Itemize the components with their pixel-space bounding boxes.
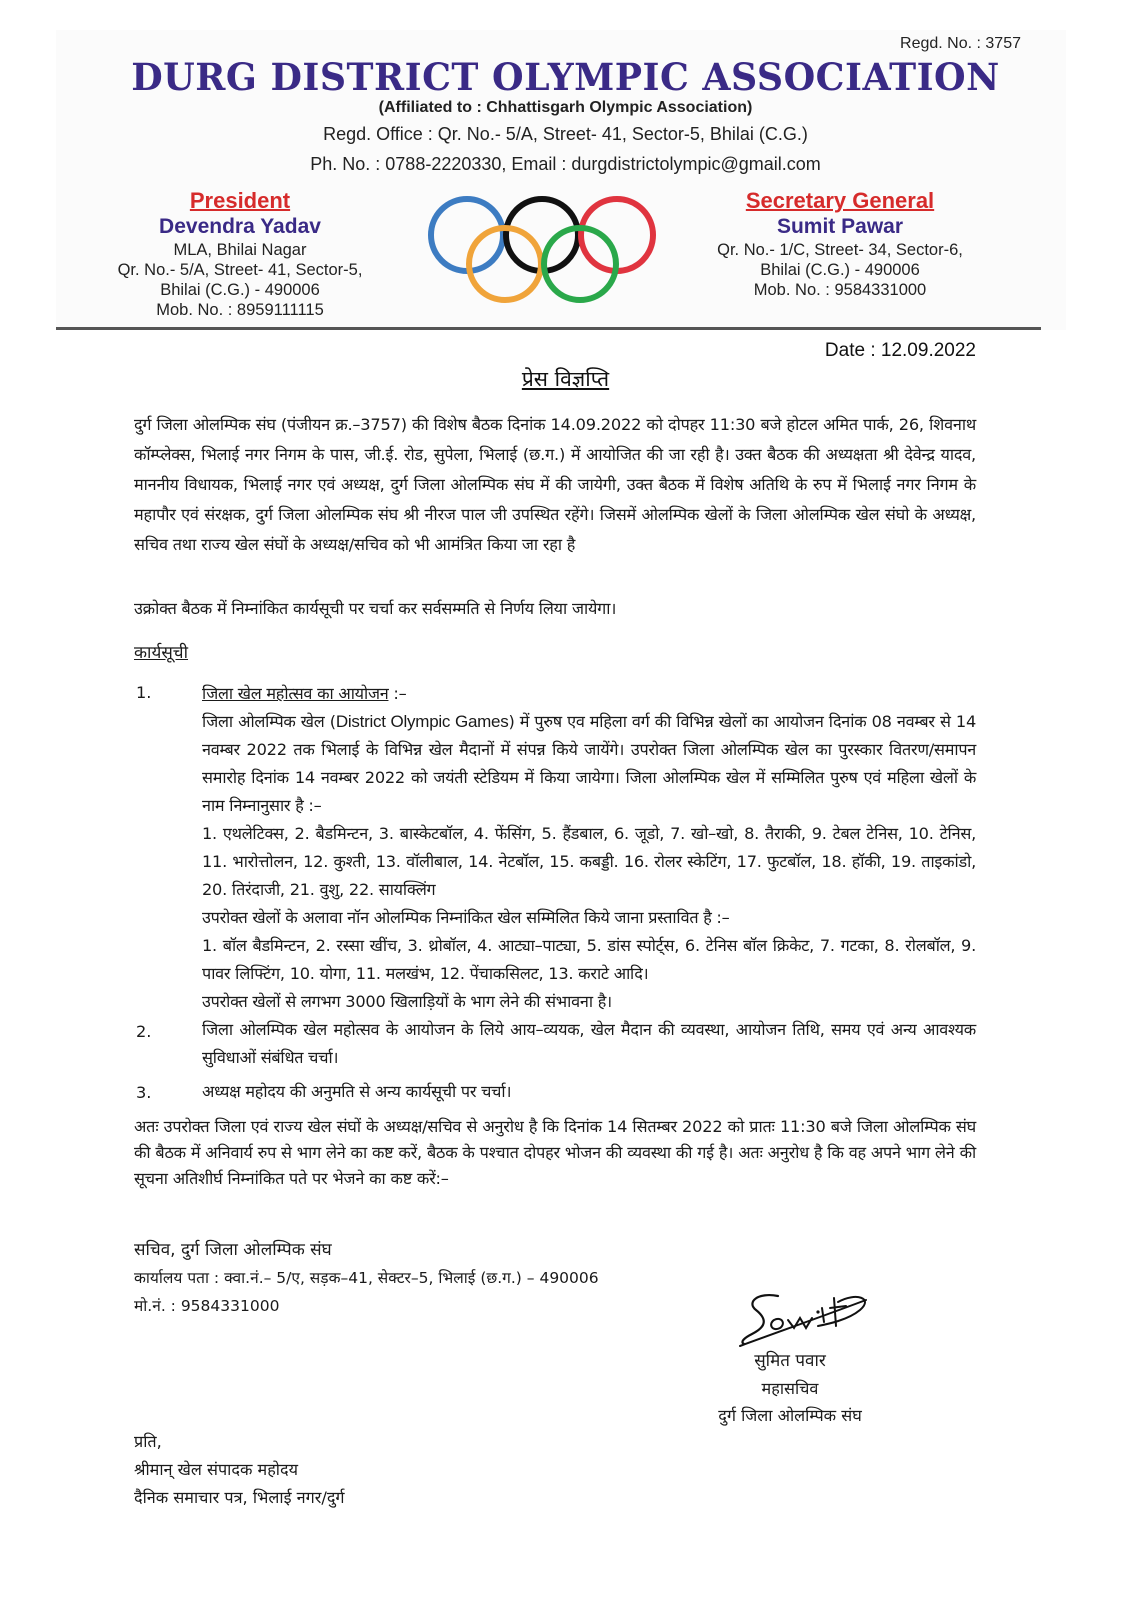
address-mobile: मो.नं. : 9584331000 <box>134 1297 280 1315</box>
president-detail: MLA, Bhilai Nagar <box>173 241 307 259</box>
secretary-role: Secretary General <box>745 188 935 213</box>
signer-organization: दुर्ग जिला ओलम्पिक संघ <box>718 1406 862 1425</box>
document-heading <box>0 365 1131 393</box>
secretary-block <box>690 188 990 300</box>
agenda-item-2: जिला ओलम्पिक खेल महोत्सव के आयोजन के लिये आय–व्ययक, खेल मैदान की व्यवस्था, आयोजन तिथि, समय एवं अन्य आवश्यक सुविधाओं संबंधित चर्चा। <box>202 1020 976 1067</box>
agenda-item-2-number: 2. <box>136 1022 152 1041</box>
secretary-city: Bhilai (C.G.) - 490006 <box>760 261 920 279</box>
olympic-rings-icon <box>425 192 660 304</box>
agenda-item-1-text-latin: District Olympic Games <box>335 712 509 731</box>
agenda-heading: कार्यसूची <box>134 643 189 663</box>
secretary-address: Qr. No.- 1/C, Street- 34, Sector-6, <box>717 241 963 259</box>
organization-title: DURG DISTRICT OLYMPIC ASSOCIATION <box>131 55 1000 99</box>
address-office: कार्यालय पता : क्वा.नं.– 5/ए, सड़क–41, सेक्टर–5, भिलाई (छ.ग.) – 490006 <box>134 1269 599 1287</box>
request-paragraph: अतः उपरोक्त जिला एवं राज्य खेल संघों के अध्यक्ष/सचिव से अनुरोध है कि दिनांक 14 सितम्बर 2022 को प्रातः 11:30 बजे जिला ओलम्पिक संघ की बैठक में अनिवार्य रुप से भाग लेने का कष्ट करें, बैठक के पश्चात दोपहर भोजन की व्यवस्था की गई है। अतः अनुरोध है कि वह अपने भाग लेने की सूचना अतिशीर्घ निम्नांकित पते पर भेजने का कष्ट करें:– <box>134 1117 976 1188</box>
agenda-item-1-text-a: जिला ओलम्पिक खेल ( <box>202 712 336 731</box>
agenda-item-1 <box>202 680 976 1016</box>
president-city: Bhilai (C.G.) - 490006 <box>160 281 320 299</box>
affiliation: (Affiliated to : Chhattisgarh Olympic Association) <box>378 99 753 116</box>
president-block <box>110 188 370 320</box>
intro-paragraph: दुर्ग जिला ओलम्पिक संघ (पंजीयन क्र.–3757) की विशेष बैठक दिनांक 14.09.2022 को दोपहर 11:30 बजे होटल अमित पार्क, 26, शिवनाथ कॉम्प्लेक्स, भिलाई नगर निगम के पास, जी.ई. रोड, सुपेला, भिलाई (छ.ग.) में आयोजित की जा रही है। उक्त बैठक की अध्यक्षता श्री देवेन्द्र यादव, माननीय विधायक, भिलाई नगर एवं अध्यक्ष, दुर्ग जिला ओलम्पिक संघ में की जायेगी, उक्त बैठक में विशेष अतिथि के रुप में भिलाई नगर निगम के महापौर एवं संरक्षक, दुर्ग जिला ओलम्पिक संघ श्री नीरज पाल जी उपस्थित रहेंगे। जिसमें ओलम्पिक खेलों के जिला ओलम्पिक खेल संघो के अध्यक्ष, सचिव तथा राज्य खेल संघों के अध्यक्ष/सचिव को भी आमंत्रित किया जा रहा है <box>134 415 976 554</box>
recipient-line-2: दैनिक समाचार पत्र, भिलाई नगर/दुर्ग <box>134 1488 345 1507</box>
president-name: Devendra Yadav <box>159 215 321 238</box>
heading-text: प्रेस विज्ञप्ति <box>521 367 610 391</box>
secretary-mobile: Mob. No. : 9584331000 <box>753 281 927 299</box>
olympic-sports-list: 1. एथलेटिक्स, 2. बैडमिन्टन, 3. बास्केटबॉल, 4. फेंसिंग, 5. हैंडबाल, 6. जूडो, 7. खो–खो, 8. तैराकी, 9. टेबल टेनिस, 10. टेनिस, 11. भारोत्तोलन, 12. कुश्ती, 13. वॉलीबाल, 14. नेटबॉल, 15. कबड्डी. 16. रोलर स्केटिंग, 17. फुटबॉल, 18. हॉकी, 19. ताइकांडो, 20. तिरंदाजी, 21. वुशु, 22. सायक्लिंग <box>202 824 976 899</box>
agenda-item-1-title <box>202 680 976 708</box>
agenda-item-1-number: 1. <box>136 683 152 702</box>
president-role: President <box>189 188 291 213</box>
recipient-prefix: प्रति, <box>134 1432 162 1451</box>
agenda-item-1-text-b: ) में पुरुष एव महिला वर्ग की विभिन्न खेलों का आयोजन दिनांक 08 नवम्बर से 14 नवम्बर 2022 तक भिलाई के विभिन्न खेल मैदानों में संपन्न किये जायेंगे। उपरोक्त जिला ओलम्पिक खेल का पुरस्कार वितरण/समापन समारोह दिनांक 14 नवम्बर 2022 को जयंती स्टेडियम में किया जायेगा। जिला ओलम्पिक खेल में सम्मिलित पुरुष एवं महिला खेलों के नाम निम्नानुसार है :– <box>202 712 977 815</box>
address-title: सचिव, दुर्ग जिला ओलम्पिक संघ <box>134 1240 332 1260</box>
signer-designation: महासचिव <box>761 1379 819 1398</box>
registration-number: Regd. No. : 3757 <box>900 35 1021 52</box>
president-mobile: Mob. No. : 8959111115 <box>156 301 324 319</box>
non-olympic-intro: उपरोक्त खेलों के अलावा नॉन ओलम्पिक निम्नांकित खेल सम्मिलित किये जाना प्रस्तावित है :– <box>202 908 730 927</box>
agenda-item-1-title-text: जिला खेल महोत्सव का आयोजन <box>202 684 389 703</box>
secretary-address-block <box>134 1236 599 1320</box>
signer-name: सुमित पवार <box>754 1351 826 1371</box>
non-olympic-sports-list: 1. बॉल बैडमिन्टन, 2. रस्सा खींच, 3. थ्रोबॉल, 4. आट्या–पाट्या, 5. डांस स्पोर्ट्स, 6. टेनिस बॉल क्रिकेट, 7. गटका, 8. रोलबॉल, 9. पावर लिफ्टिंग, 10. योगा, 11. मलखंभ, 12. पेंचाकसिलट, 13. कराटे आदि। <box>202 936 976 983</box>
recipient-line-1: श्रीमान् खेल संपादक महोदय <box>134 1460 298 1479</box>
signature-image <box>738 1288 873 1350</box>
agenda-item-1-title-suffix: :– <box>388 684 407 703</box>
recipient-block <box>134 1428 345 1512</box>
document-date: Date : 12.09.2022 <box>824 340 976 361</box>
secretary-name: Sumit Pawar <box>776 215 904 238</box>
signer-block <box>690 1348 890 1429</box>
agenda-item-1-description <box>202 708 976 820</box>
participants-note: उपरोक्त खेलों से लगभग 3000 खिलाड़ियों के भाग लेने की संभावना है। <box>202 992 612 1011</box>
registered-office: Regd. Office : Qr. No.- 5/A, Street- 41, Sector-5, Bhilai (C.G.) <box>323 124 808 144</box>
decision-line: उक्रोक्त बैठक में निम्नांकित कार्यसूची पर चर्चा कर सर्वसम्मति से निर्णय लिया जायेगा। <box>134 599 617 618</box>
contact-info: Ph. No. : 0788-2220330, Email : durgdistrictolympic@gmail.com <box>310 154 821 174</box>
agenda-item-3-number: 3. <box>136 1083 152 1102</box>
letterhead-divider <box>56 327 1041 330</box>
president-address: Qr. No.- 5/A, Street- 41, Sector-5, <box>117 261 363 279</box>
agenda-item-3: अध्यक्ष महोदय की अनुमति से अन्य कार्यसूची पर चर्चा। <box>202 1082 512 1101</box>
